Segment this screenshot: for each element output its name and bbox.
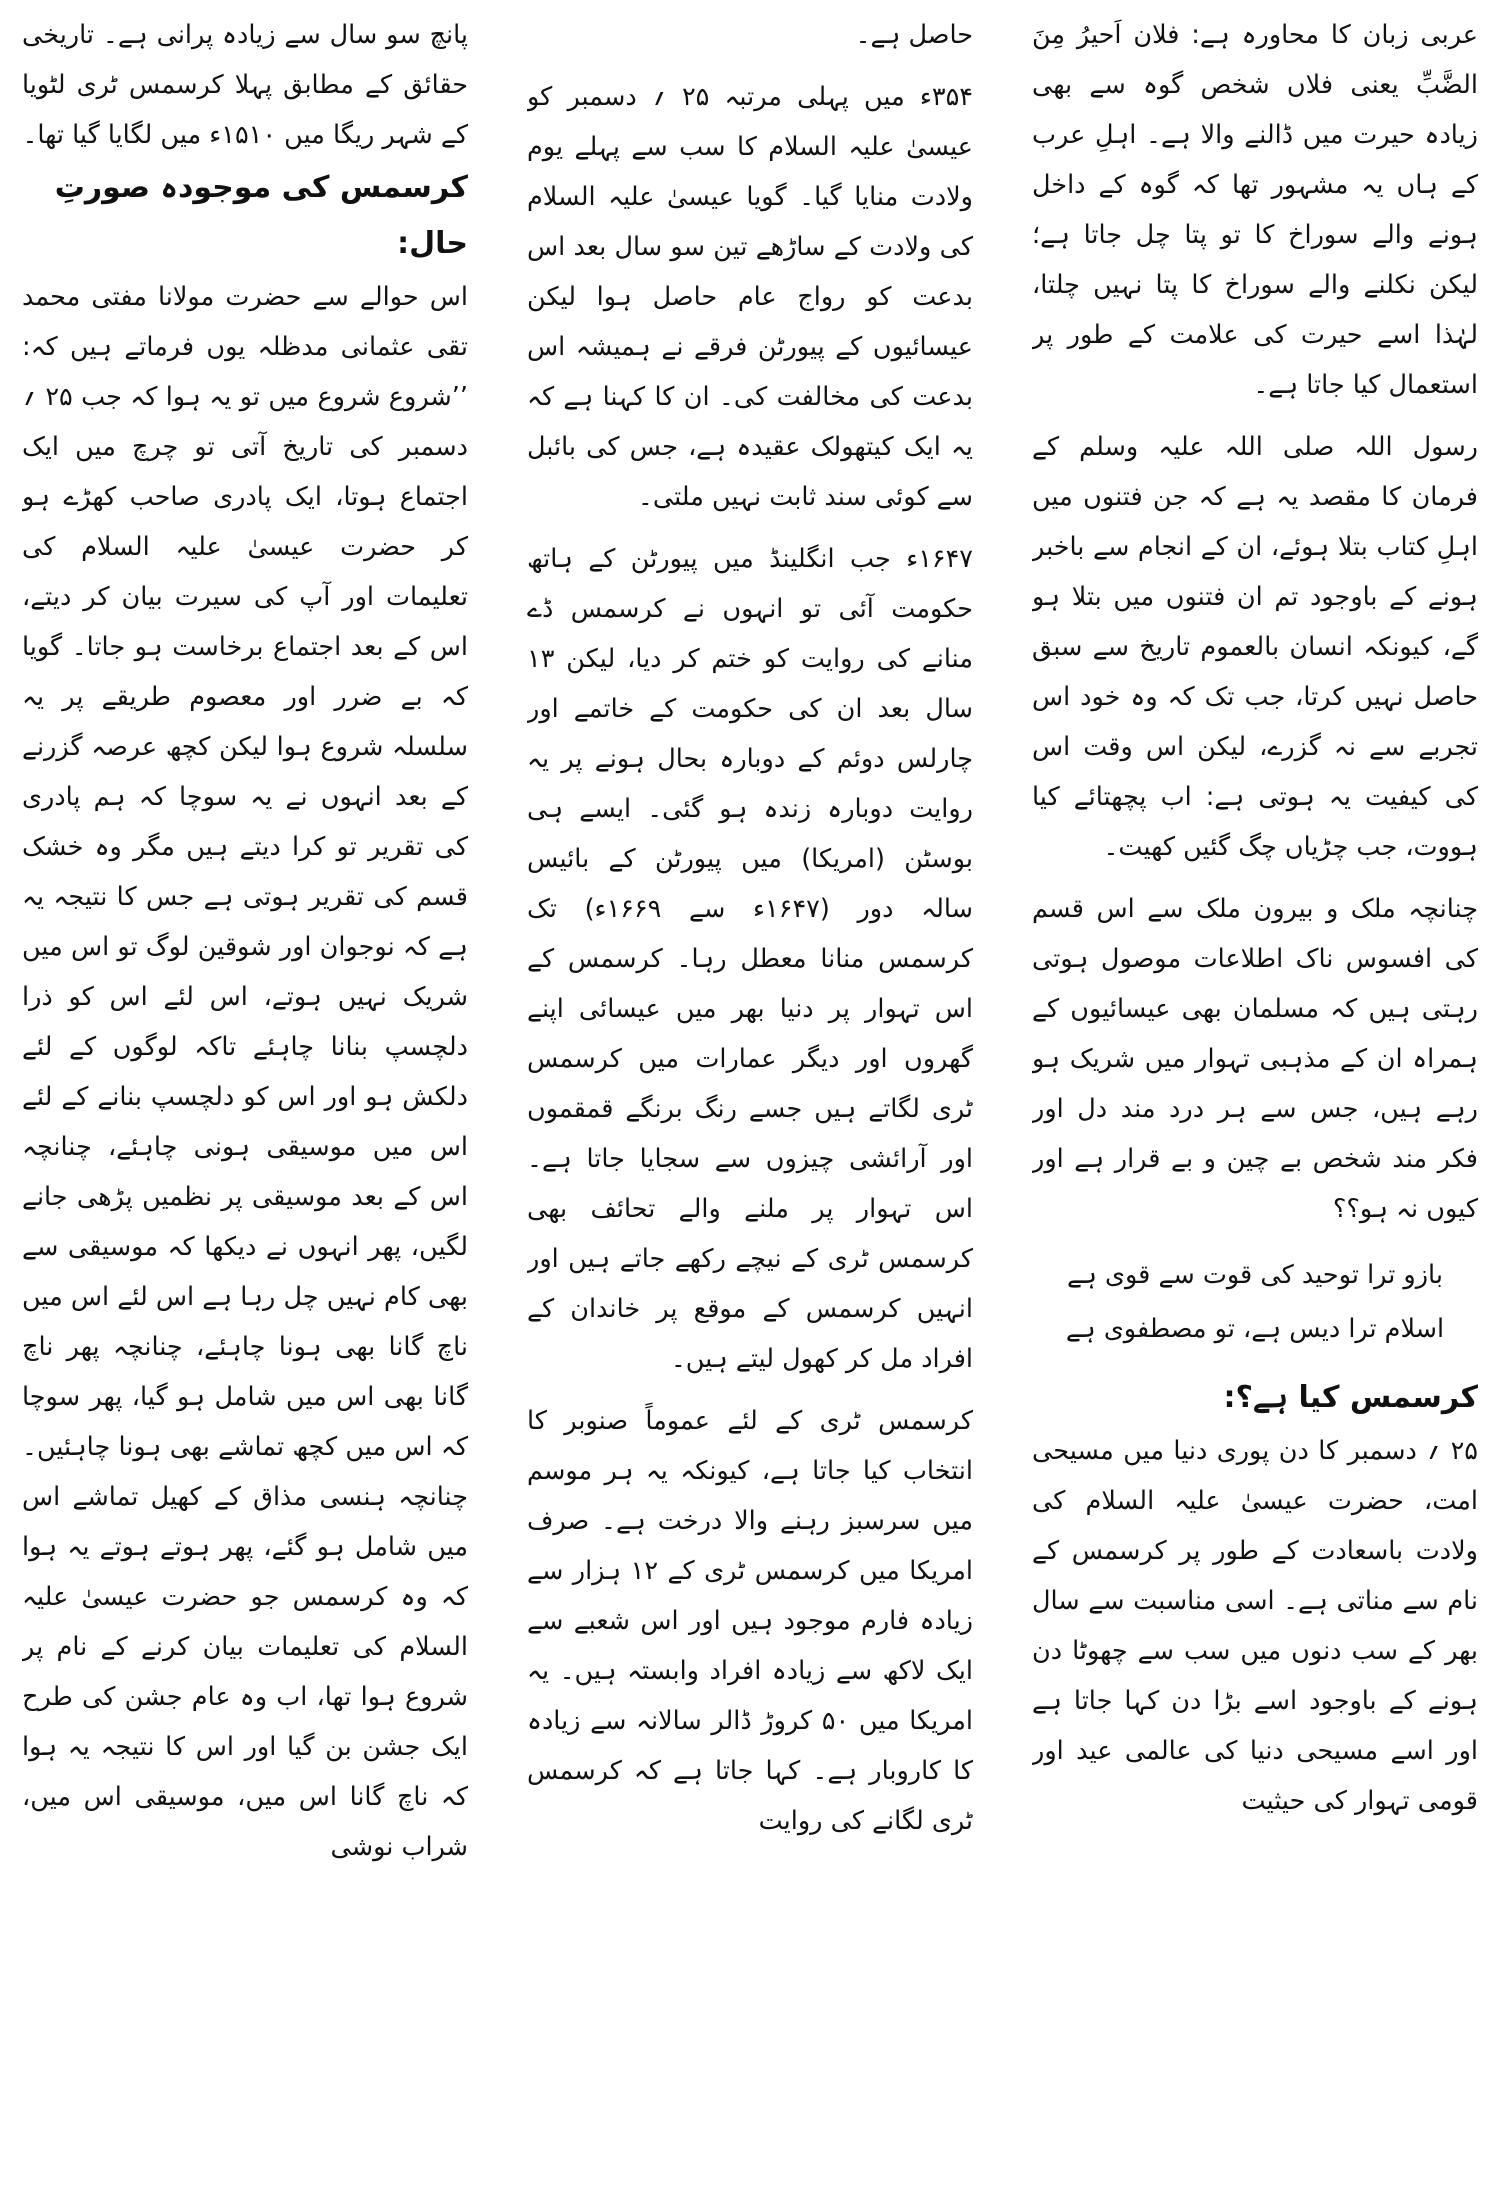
column-left [22, 10, 468, 2190]
column-middle [527, 10, 973, 2190]
paragraph: اس حوالے سے حضرت مولانا مفتی محمد تقی عثمانی مدظلہ یوں فرماتے ہیں کہ: ’’شروع شروع میں تو یہ ہوا کہ جب ۲۵ ؍ دسمبر کی تاریخ آتی تو چرچ میں ایک اجتماع ہوتا، ایک پادری صاحب کھڑے ہو کر حضرت عیسیٰ علیہ السلام کی تعلیمات اور آپ کی سیرت بیان کر دیتے، اس کے بعد اجتماع برخاست ہو جاتا۔ گویا کہ بے ضرر اور معصوم طریقے پر یہ سلسلہ شروع ہوا لیکن کچھ عرصہ گزرنے کے بعد انہوں نے یہ سوچا کہ ہم پادری کی تقریر تو کرا دیتے ہیں مگر وہ خشک قسم کی تقریر ہوتی ہے جس کا نتیجہ یہ ہے کہ نوجوان اور شوقین لوگ تو اس میں شریک نہیں ہوتے، اس لئے اس کو ذرا دلچسپ بنانا چاہئے تاکہ لوگوں کے لئے دلکش ہو اور اس کو دلچسپ بنانے کے لئے اس میں موسیقی ہونی چاہئے، چنانچہ اس کے بعد موسیقی پر نظمیں پڑھی جانے لگیں، پھر انہوں نے دیکھا کہ موسیقی سے بھی کام نہیں چل رہا ہے اس لئے اس میں ناچ گانا بھی ہونا چاہئے، چنانچہ پھر ناچ گانا بھی اس میں شامل ہو گیا، پھر سوچا کہ اس میں کچھ تماشے بھی ہونا چاہئیں۔ چنانچہ ہنسی مذاق کے کھیل تماشے اس میں شامل ہو گئے، پھر ہوتے ہوتے یہ ہوا کہ وہ کرسمس جو حضرت عیسیٰ علیہ السلام کی تعلیمات بیان کرنے کے نام پر شروع ہوا تھا، اب وہ عام جشن کی طرح ایک جشن بن گیا اور اس کا نتیجہ یہ ہوا کہ ناچ گانا اس میں، موسیقی اس میں، شراب نوشی [22, 282, 468, 1862]
paragraph: حاصل ہے۔ [855, 20, 973, 50]
paragraph: کرسمس ٹری کے لئے عموماً صنوبر کا انتخاب کیا جاتا ہے، کیونکہ یہ ہر موسم میں سرسبز رہنے والا درخت ہے۔ صرف امریکا میں کرسمس ٹری کے ۱۲ ہزار سے زیادہ فارم موجود ہیں اور اس شعبے سے ایک لاکھ سے زیادہ افراد وابستہ ہیں۔ یہ امریکا میں ۵۰ کروڑ ڈالر سالانہ سے زیادہ کا کاروبار ہے۔ کہا جاتا ہے کہ کرسمس ٹری لگانے کی روایت [527, 1406, 973, 1836]
section-heading: کرسمس کیا ہے؟: [1223, 1380, 1478, 1415]
paragraph: رسول اللہ صلی اللہ علیہ وسلم کے فرمان کا مقصد یہ ہے کہ جن فتنوں میں اہلِ کتاب بتلا ہوئے، ان کے انجام سے باخبر ہونے کے باوجود تم ان فتنوں میں بتلا ہو گے، کیونکہ انسان بالعموم تاریخ سے سبق حاصل نہیں کرتا، جب تک کہ وہ خود اس تجربے سے نہ گزرے، لیکن اس وقت اس کی کیفیت یہ ہوتی ہے: اب پچھتائے کیا ہووت، جب چڑیاں چگ گئیں کھیت۔ [1032, 432, 1478, 862]
paragraph: پانچ سو سال سے زیادہ پرانی ہے۔ تاریخی حقائق کے مطابق پہلا کرسمس ٹری لٹویا کے شہر ریگا میں ۱۵۱۰ء میں لگایا گیا تھا۔ [22, 20, 468, 150]
paragraph: چنانچہ ملک و بیرون ملک سے اس قسم کی افسوس ناک اطلاعات موصول ہوتی رہتی ہیں کہ مسلمان بھی عیسائیوں کے ہمراہ ان کے مذہبی تہوار میں شریک ہو رہے ہیں، جس سے ہر درد مند دل اور فکر مند شخص بے چین و بے قرار ہے اور کیوں نہ ہو؟؟ [1032, 894, 1478, 1224]
column-right [1032, 10, 1478, 2190]
paragraph: ۲۵ ؍ دسمبر کا دن پوری دنیا میں مسیحی امت، حضرت عیسیٰ علیہ السلام کی ولادت باسعادت کے طور پر کرسمس کے نام سے مناتی ہے۔ اسی مناسبت سے سال بھر کے سب دنوں میں سب سے چھوٹا دن ہونے کے باوجود اسے بڑا دن کہا جاتا ہے اور اسے مسیحی دنیا کی عالمی عید اور قومی تہوار کی حیثیت [1032, 1436, 1478, 1816]
verse-line: اسلام ترا دیس ہے، تو مصطفوی ہے [1065, 1314, 1445, 1344]
poetry-verse [1032, 1248, 1478, 1356]
paragraph: عربی زبان کا محاورہ ہے: فلان اَحیرُ مِنَ الضَّبِّ یعنی فلاں شخص گوہ سے بھی زیادہ حیرت میں ڈالنے والا ہے۔ اہلِ عرب کے ہاں یہ مشہور تھا کہ گوہ کے داخل ہونے والے سوراخ کا تو پتا چل جاتا ہے؛ لیکن نکلنے والے سوراخ کا پتا نہیں چلتا، لہٰذا اسے حیرت کی علامت کے طور پر استعمال کیا جاتا ہے۔ [1032, 20, 1478, 400]
paragraph: ۳۵۴ء میں پہلی مرتبہ ۲۵ ؍ دسمبر کو عیسیٰ علیہ السلام کا سب سے پہلے یوم ولادت منایا گیا۔ گویا عیسیٰ علیہ السلام کی ولادت کے ساڑھے تین سو سال بعد اس بدعت کو رواج عام حاصل ہوا لیکن عیسائیوں کے پیورٹن فرقے نے ہمیشہ اس بدعت کی مخالفت کی۔ ان کا کہنا ہے کہ یہ ایک کیتھولک عقیدہ ہے، جس کی بائبل سے کوئی سند ثابت نہیں ملتی۔ [527, 82, 973, 512]
verse-line: بازو ترا توحید کی قوت سے قوی ہے [1067, 1260, 1443, 1290]
paragraph: ۱۶۴۷ء جب انگلینڈ میں پیورٹن کے ہاتھ حکومت آئی تو انہوں نے کرسمس ڈے منانے کی روایت کو ختم کر دیا، لیکن ۱۳ سال بعد ان کی حکومت کے خاتمے اور چارلس دوئم کے دوبارہ بحال ہونے پر یہ روایت دوبارہ زندہ ہو گئی۔ ایسے ہی بوسٹن (امریکا) میں پیورٹن کے بائیس سالہ دور (۱۶۴۷ء سے ۱۶۶۹ء) تک کرسمس منانا معطل رہا۔ کرسمس کے اس تہوار پر دنیا بھر میں عیسائی اپنے گھروں اور دیگر عمارات میں کرسمس ٹری لگاتے ہیں جسے رنگ برنگے قمقموں اور آرائشی چیزوں سے سجایا جاتا ہے۔ اس تہوار پر ملنے والے تحائف بھی کرسمس ٹری کے نیچے رکھے جاتے ہیں اور انہیں کرسمس کے موقع پر خاندان کے افراد مل کر کھول لیتے ہیں۔ [527, 544, 973, 1374]
section-heading: کرسمس کی موجودہ صورتِ حال: [54, 170, 468, 261]
